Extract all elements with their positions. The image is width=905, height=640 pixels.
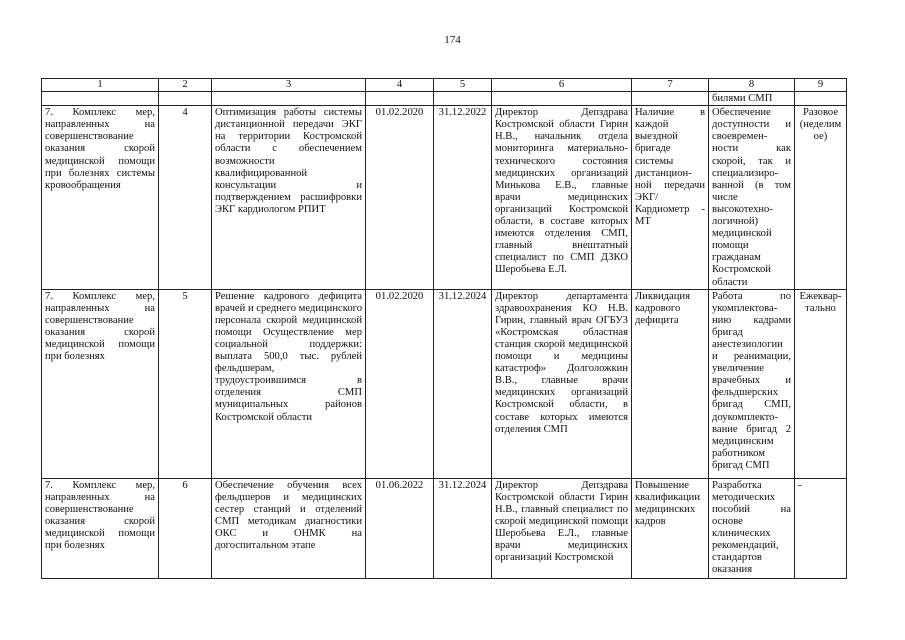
- start-date-cell: 01.06.2022: [366, 478, 434, 578]
- page-number: 174: [444, 34, 461, 46]
- number-cell: 6: [159, 478, 212, 578]
- header-cell: 6: [492, 79, 632, 92]
- number-cell: 5: [159, 289, 212, 478]
- indicator-cell: Наличие в каждой выездной бригаде системы дистанцион-ной передачи ЭКГ/ Кардиометр - МТ: [632, 106, 709, 289]
- frequency-cell: Разовое (неделимое): [795, 106, 847, 289]
- responsible-cell: Директор департамента здравоохранения КО Н.В. Гирин, главный врач ОГБУЗ «Костромская областная станция скорой медицинской помощи и медицины катастроф» Долголожкин В.В., главные врачи медицинских организаций Костромской области, в составе которых имеются отделения СМП: [492, 289, 632, 478]
- header-cell: 2: [159, 79, 212, 92]
- header-cell: 4: [366, 79, 434, 92]
- empty-cell: [795, 92, 847, 106]
- table-row: [42, 106, 847, 289]
- plan-table: [41, 78, 847, 579]
- header-cell: 5: [434, 79, 492, 92]
- empty-cell: [212, 92, 366, 106]
- activity-cell: Обеспечение обучения всех фельдшеров и медицинских сестер станций и отделений СМП методикам диагностики ОКС и ОНМК на догоспитальном этапе: [212, 478, 366, 578]
- activity-cell: Оптимизация работы системы дистанционной передачи ЭКГ на территории Костромской области с обеспечением возможности квалифицированной консультации и подтверждением расшифровки ЭКГ кардиологом РПИТ: [212, 106, 366, 289]
- header-cell: 8: [709, 79, 795, 92]
- header-cell: 3: [212, 79, 366, 92]
- empty-cell: [632, 92, 709, 106]
- start-date-cell: 01.02.2020: [366, 106, 434, 289]
- header-row: [42, 79, 847, 92]
- responsible-cell: Директор Депздрава Костромской области Гирин Н.В., главный специалист по скорой медицинской помощи Шеробьева Е.Л., главные врачи медицинских организаций Костромской: [492, 478, 632, 578]
- frequency-cell: -: [795, 478, 847, 578]
- activity-cell: Решение кадрового дефицита врачей и среднего медицинского персонала скорой медицинской помощи Осуществление мер социальной поддержки: выплата 500,0 тыс. рублей фельдшерам, трудоустроившимся в отделения СМП муниципальных районов Костромской области: [212, 289, 366, 478]
- indicator-cell: Повышение квалификации медицинских кадров: [632, 478, 709, 578]
- number-cell: 4: [159, 106, 212, 289]
- responsible-cell: Директор Депздрава Костромской области Гирин Н.В., начальник отдела мониторинга материально-технического состояния медицинских организаций Минькова Е.В., главные врачи медицинских организаций Костромской области, в составе которых имеются отделения СМП, главный внештатный специалист по СМП ДЗКО Шеробьева Е.Л.: [492, 106, 632, 289]
- expected-result-cell: Работа по укомплектова-нию кадрами бригад анестезиологии и реанимации, увеличение врачебных и фельдшерских бригад СМП, доукомплекто-вание бригад 2 медицинским работником бригад СМП: [709, 289, 795, 478]
- end-date-cell: 31.12.2024: [434, 478, 492, 578]
- header-cell: 1: [42, 79, 159, 92]
- task-cell: 7. Комплекс мер, направленных на совершенствование оказания скорой медицинской помощи при болезнях: [42, 478, 159, 578]
- empty-cell: [492, 92, 632, 106]
- end-date-cell: 31.12.2024: [434, 289, 492, 478]
- empty-cell: [42, 92, 159, 106]
- task-cell: 7. Комплекс мер, направленных на совершенствование оказания скорой медицинской помощи при болезнях системы кровообращения: [42, 106, 159, 289]
- task-cell: 7. Комплекс мер, направленных на совершенствование оказания скорой медицинской помощи при болезнях: [42, 289, 159, 478]
- table-row: [42, 289, 847, 478]
- table-row: [42, 478, 847, 578]
- expected-result-cell: Обеспечение доступности и своевремен-ности как скорой, так и специализиро-ванной (в том числе высокотехно-логичной) медицинской помощи гражданам Костромской области: [709, 106, 795, 289]
- indicator-cell: Ликвидация кадрового дефицита: [632, 289, 709, 478]
- frequency-cell: Ежеквар-тально: [795, 289, 847, 478]
- empty-cell: [434, 92, 492, 106]
- start-date-cell: 01.02.2020: [366, 289, 434, 478]
- expected-result-cell: билями СМП: [709, 92, 795, 106]
- empty-cell: [159, 92, 212, 106]
- header-cell: 9: [795, 79, 847, 92]
- empty-cell: [366, 92, 434, 106]
- continuation-row: [42, 92, 847, 106]
- expected-result-cell: Разработка методических пособий на основе клинических рекомендаций, стандартов оказания: [709, 478, 795, 578]
- header-cell: 7: [632, 79, 709, 92]
- end-date-cell: 31.12.2022: [434, 106, 492, 289]
